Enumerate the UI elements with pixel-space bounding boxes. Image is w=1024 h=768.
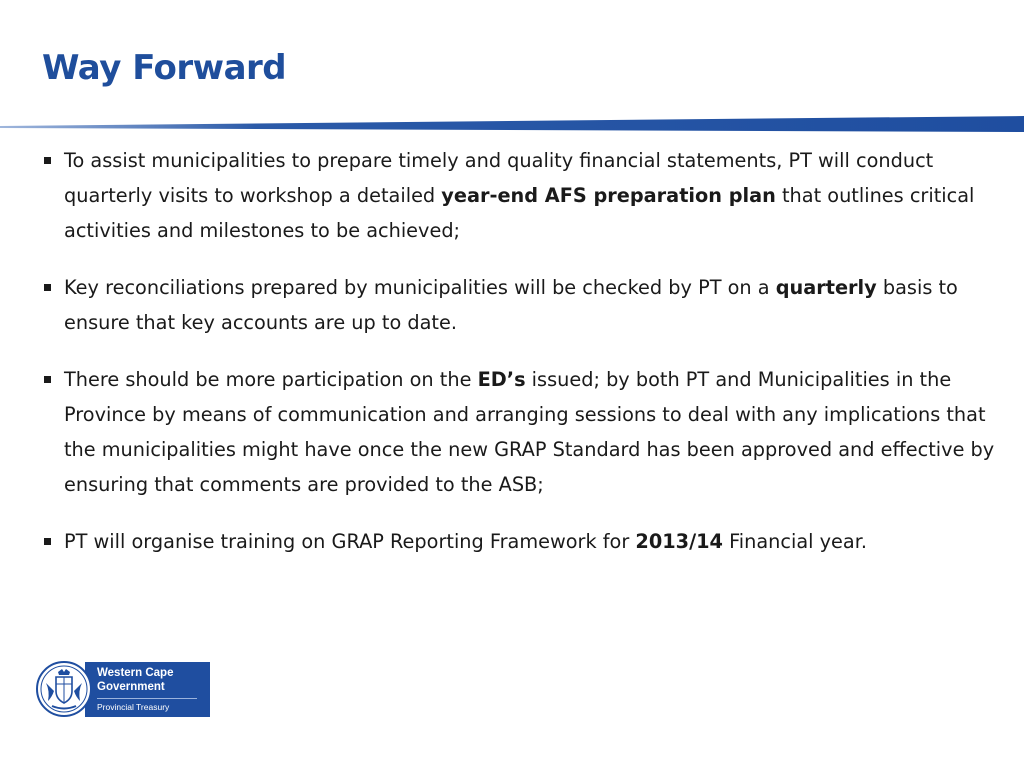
bullet-list — [44, 143, 1002, 581]
bullet-emphasis: year-end AFS preparation plan — [441, 184, 776, 207]
bullet-emphasis: ED’s — [477, 368, 526, 391]
logo-subtitle: Provincial Treasury — [97, 702, 170, 712]
coat-of-arms-icon — [36, 661, 92, 717]
bullet-item — [44, 524, 1002, 559]
slide-title: Way Forward — [42, 48, 287, 88]
western-cape-government-logo — [36, 661, 210, 717]
bullet-item — [44, 143, 1002, 248]
bullet-text: basis to ensure that key accounts are up to date. — [64, 276, 958, 334]
logo-separator — [97, 698, 197, 699]
bullet-marker-icon — [44, 284, 51, 291]
bullet-marker-icon — [44, 157, 51, 164]
bullet-item — [44, 362, 1002, 502]
bullet-text: issued; by both PT and Municipalities in the Province by means of communication and arranging sessions to deal with any implications that the municipalities might have once the new GRAP Standard has been approved and effective by ensuring that comments are provided to the ASB; — [64, 368, 995, 496]
bullet-emphasis: quarterly — [775, 276, 877, 299]
bullet-text: that outlines critical activities and milestones to be achieved; — [64, 184, 975, 242]
title-divider — [0, 116, 1024, 132]
logo-panel — [85, 662, 210, 717]
logo-line2: Government — [97, 681, 165, 693]
bullet-marker-icon — [44, 376, 51, 383]
bullet-text: There should be more participation on the — [64, 368, 478, 391]
bullet-text: PT will organise training on GRAP Reporting Framework for — [64, 530, 636, 553]
bullet-item — [44, 270, 1002, 340]
bullet-text: Financial year. — [722, 530, 868, 553]
bullet-text: Key reconciliations prepared by municipalities will be checked by PT on a — [64, 276, 776, 299]
bullet-text: To assist municipalities to prepare timely and quality financial statements, PT will conduct quarterly visits to workshop a detailed — [64, 149, 934, 207]
logo-line1: Western Cape — [97, 667, 174, 679]
bullet-marker-icon — [44, 538, 51, 545]
bullet-emphasis: 2013/14 — [635, 530, 723, 553]
